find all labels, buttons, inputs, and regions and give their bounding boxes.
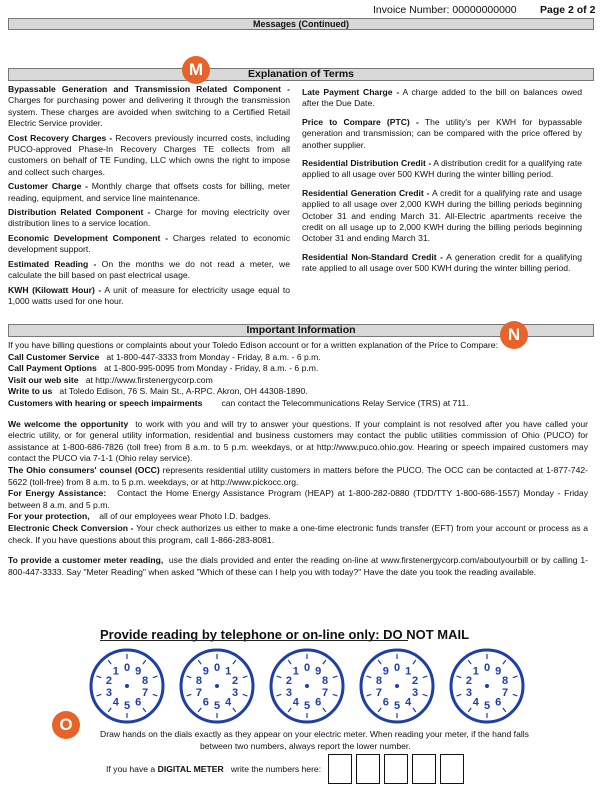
dial-tick: [423, 694, 428, 696]
dial-caption: Draw hands on the dials exactly as they appear on your electric meter. When reading your meter, if the hand falls: [100, 729, 529, 739]
term-entry: Distribution Related Component - Charge for moving electricity over distribution lines to a service location.: [8, 207, 290, 229]
messages-title: Messages (Continued): [252, 19, 349, 29]
info-line: Visit our web site at http://www.firstenergycorp.com: [8, 374, 213, 385]
digit-box[interactable]: [384, 754, 408, 784]
dial-number: 8: [195, 675, 202, 688]
info-line: Customers with hearing or speech impairments can contact the Telecommunications Relay Service (TRS) at 711.: [8, 397, 469, 408]
info-line: We welcome the opportunity to work with you and will try to answer your questions. If your complaint is not resolved after you have called your electric utility, or for general utility information, residential and business customers may contact the public utilities commission of Ohio (PUCO) for assistance at 1-800-686-7826 (toll free) from 8 a.m. to 5 p.m. weekdays, or at http://www.puco.ohio.gov. Hearing or speech impaired customers may contact the PUCO via 7-1-1 (Ohio relay service).: [8, 418, 589, 464]
dial-tick: [468, 708, 471, 712]
page-number: Page 2 of 2: [540, 4, 596, 16]
meter-dial[interactable]: [447, 646, 527, 726]
dial-tick: [367, 676, 372, 678]
dial-center: [395, 684, 399, 688]
dial-tick: [187, 694, 192, 696]
info-line: To provide a customer meter reading, use the dials provided and enter the reading on-line at www.firstenergycorp.com/aboutyourbill or by calling 1-800-447-3333. Say "Meter Reading" when asked "Which of these can I help you with today?" Have the date you took the reading available.: [8, 555, 588, 577]
dial-number: 1: [472, 665, 479, 678]
dial-tick: [288, 708, 291, 712]
dial-number: 4: [225, 696, 232, 709]
invoice-number: Invoice Number: 00000000000: [373, 4, 517, 16]
meter-dial[interactable]: [267, 646, 347, 726]
dial-number: 8: [502, 675, 509, 688]
dial-number: 8: [322, 675, 329, 688]
dial-number: 2: [412, 675, 419, 688]
dial-number: 0: [123, 662, 131, 674]
dial-number: 7: [195, 686, 202, 699]
dial-number: 0: [303, 662, 311, 674]
dial-tick: [367, 694, 372, 696]
dial-number: 1: [112, 665, 119, 678]
dial-tick: [143, 660, 146, 664]
dial-tick: [333, 694, 338, 696]
meter-dial[interactable]: [177, 646, 257, 726]
dial-number: 5: [483, 700, 491, 712]
dial-number: 4: [472, 696, 479, 709]
dial-number: 3: [285, 686, 292, 699]
terms-header-bar: [8, 68, 594, 81]
term-entry: Customer Charge - Monthly charge that offsets costs for billing, meter reading, equipment, and service line maintenance.: [8, 181, 291, 203]
info-intro: If you have billing questions or complaints about your Toledo Edison account or for a written explanation of the Price to Compare:: [8, 340, 498, 350]
dial-number: 7: [502, 686, 509, 699]
dial-number: 4: [405, 696, 412, 709]
digital-meter-label: If you have a DIGITAL METER write the numbers here:: [106, 764, 322, 774]
dial-tick: [243, 676, 248, 678]
dial-tick: [277, 694, 282, 696]
info-section: [8, 340, 588, 578]
marker-o-badge: O: [52, 711, 80, 739]
dial-tick: [288, 660, 291, 664]
reading-title-underline: [100, 640, 408, 641]
dial-number: 6: [135, 696, 142, 709]
dial-number: 0: [483, 662, 491, 674]
dial-tick: [108, 708, 111, 712]
dial-number: 1: [405, 665, 412, 678]
messages-header-bar: [8, 18, 594, 30]
dial-tick: [503, 708, 506, 712]
dial-tick: [378, 708, 381, 712]
dial-number: 6: [382, 696, 389, 709]
dial-tick: [378, 660, 381, 664]
term-entry: Economic Development Component - Charges related to economic development support.: [8, 232, 291, 255]
dial-tick: [333, 676, 338, 678]
term-entry: Residential Non-Standard Credit - A generation credit for a qualifying rate applied to all usage over 500 KWH during the winter billing period.: [302, 251, 582, 274]
dial-number: 7: [375, 686, 382, 699]
terms-title: Explanation of Terms: [248, 68, 354, 80]
dial-tick: [468, 660, 471, 664]
dial-number: 4: [112, 696, 119, 709]
dial-tick: [413, 660, 416, 664]
info-line: For Energy Assistance: Contact the Home Energy Assistance Program (HEAP) at 1-800-282-0880 (TDD/TTY 1-800-686-1557) Monday - Friday between 8 a.m. and 5 p.m.: [8, 488, 588, 510]
term-entry: Cost Recovery Charges - Recovers previously incurred costs, including PUCO-approved Phase-In Recovery Charges TE collects from all customers on behalf of TE Funding, LLC which owns the right to impose and collect such charges.: [8, 132, 290, 177]
term-entry: Bypassable Generation and Transmission Related Component - Charges for purchasing power and delivering it through the transmission system. These charges are avoided when switching to a Certified Retail Electric Service provider.: [8, 84, 290, 129]
info-line: The Ohio consumers' counsel (OCC) represents residential utility customers in matters before the PUCO. The OCC can be contacted at 1-877-742-5622 (toll-free) from 8 a.m. to 5 p.m. weekdays, or at http://www.pickocc.org.: [8, 464, 589, 487]
marker-n-badge: N: [500, 321, 528, 349]
dial-number: 8: [375, 675, 382, 688]
dial-tick: [153, 676, 158, 678]
dial-caption-2: between two numbers, always report the lower number.: [200, 741, 411, 751]
dial-number: 7: [142, 686, 149, 699]
dial-number: 3: [232, 686, 239, 699]
dial-number: 5: [393, 700, 401, 712]
dial-number: 9: [135, 665, 142, 678]
dial-number: 6: [315, 696, 322, 709]
dial-tick: [143, 708, 146, 712]
info-line: Write to us at Toledo Edison, 76 S. Main St., A-RPC. Akron, OH 44308-1890.: [8, 386, 308, 397]
dial-number: 1: [292, 665, 299, 678]
dial-number: 2: [285, 675, 292, 688]
dial-center: [305, 684, 309, 688]
term-entry: Residential Generation Credit - A credit for a qualifying rate and usage applied to all usage over 2,000 KWH during the billing periods beginning October 31 and ending March 31. All-Electric apartments receive the credit on all usage up to 2,000 KWH during the billing periods beginning October 31 and ending March 31.: [302, 187, 582, 244]
term-entry: Late Payment Charge - A charge added to the bill on balances owed after the Due Date.: [302, 87, 582, 109]
terms-right-column: [302, 87, 582, 282]
term-entry: Price to Compare (PTC) - The utility's per KWH for bypassable generation and transmission; can be compared with the price offered by another supplier.: [302, 116, 582, 150]
dial-number: 6: [202, 696, 209, 709]
term-entry: Estimated Reading - On the months we do not read a meter, we calculate the bill based on past electrical usage.: [8, 258, 290, 281]
digit-box[interactable]: [412, 754, 436, 784]
dial-tick: [198, 708, 201, 712]
dial-number: 3: [465, 686, 472, 699]
dial-number: 1: [225, 665, 232, 678]
dial-number: 5: [123, 700, 131, 712]
dial-number: 3: [105, 686, 112, 699]
dial-number: 6: [495, 696, 502, 709]
dial-center: [125, 684, 129, 688]
meter-dial[interactable]: [357, 646, 437, 726]
dial-number: 4: [292, 696, 299, 709]
dial-tick: [198, 660, 201, 664]
dial-number: 9: [495, 665, 502, 678]
dial-tick: [457, 676, 462, 678]
digit-box[interactable]: [356, 754, 380, 784]
dial-tick: [513, 694, 518, 696]
reading-title: Provide reading by telephone or on-line only: DO NOT MAIL: [100, 627, 470, 642]
dial-tick: [413, 708, 416, 712]
dial-number: 0: [393, 662, 401, 674]
dial-tick: [423, 676, 428, 678]
dial-tick: [323, 660, 326, 664]
dial-tick: [503, 660, 506, 664]
marker-m-badge: M: [182, 56, 210, 84]
dial-number: 9: [315, 665, 322, 678]
dial-tick: [513, 676, 518, 678]
dial-number: 3: [412, 686, 419, 699]
dial-number: 0: [213, 662, 221, 674]
info-line: Call Payment Options at 1-800-995-0095 from Monday - Friday, 8 a.m. - 6 p.m.: [8, 363, 319, 374]
meter-dial[interactable]: [87, 646, 167, 726]
dial-center: [485, 684, 489, 688]
dial-number: 9: [382, 665, 389, 678]
dial-tick: [97, 676, 102, 678]
info-line: Call Customer Service at 1-800-447-3333 from Monday - Friday, 8 a.m. - 6 p.m.: [8, 351, 321, 362]
digit-box[interactable]: [328, 754, 352, 784]
info-title: Important Information: [246, 324, 356, 336]
dial-number: 9: [202, 665, 209, 678]
dial-tick: [243, 694, 248, 696]
dial-tick: [97, 694, 102, 696]
dial-number: 7: [322, 686, 329, 699]
dial-tick: [187, 676, 192, 678]
dial-tick: [457, 694, 462, 696]
dial-number: 2: [105, 675, 112, 688]
dial-tick: [277, 676, 282, 678]
dial-number: 2: [232, 675, 239, 688]
dial-number: 2: [465, 675, 472, 688]
digit-box[interactable]: [440, 754, 464, 784]
term-entry: KWH (Kilowatt Hour) - A unit of measure for electricity usage equal to 1,000 watts used for one hour.: [8, 284, 290, 306]
dial-tick: [323, 708, 326, 712]
meter-dials: [75, 646, 555, 726]
page-header: [0, 2, 600, 18]
dial-number: 8: [142, 675, 149, 688]
term-entry: Residential Distribution Credit - A distribution credit for a qualifying rate applied to all usage over 500 KWH during the winter billing period.: [302, 158, 582, 180]
dial-center: [215, 684, 219, 688]
info-line: For your protection, all of our employees wear Photo I.D. badges.: [8, 511, 271, 522]
info-line: Electronic Check Conversion - Your check authorizes us either to make a one-time electronic funds transfer (EFT) from your account or process as a check. If you have questions about this program, call 1-866-283-8081.: [8, 522, 588, 545]
dial-number: 5: [303, 700, 311, 712]
dial-tick: [153, 694, 158, 696]
dial-tick: [233, 660, 236, 664]
dial-number: 5: [213, 700, 221, 712]
dial-tick: [108, 660, 111, 664]
terms-left-column: [8, 84, 290, 310]
dial-tick: [233, 708, 236, 712]
